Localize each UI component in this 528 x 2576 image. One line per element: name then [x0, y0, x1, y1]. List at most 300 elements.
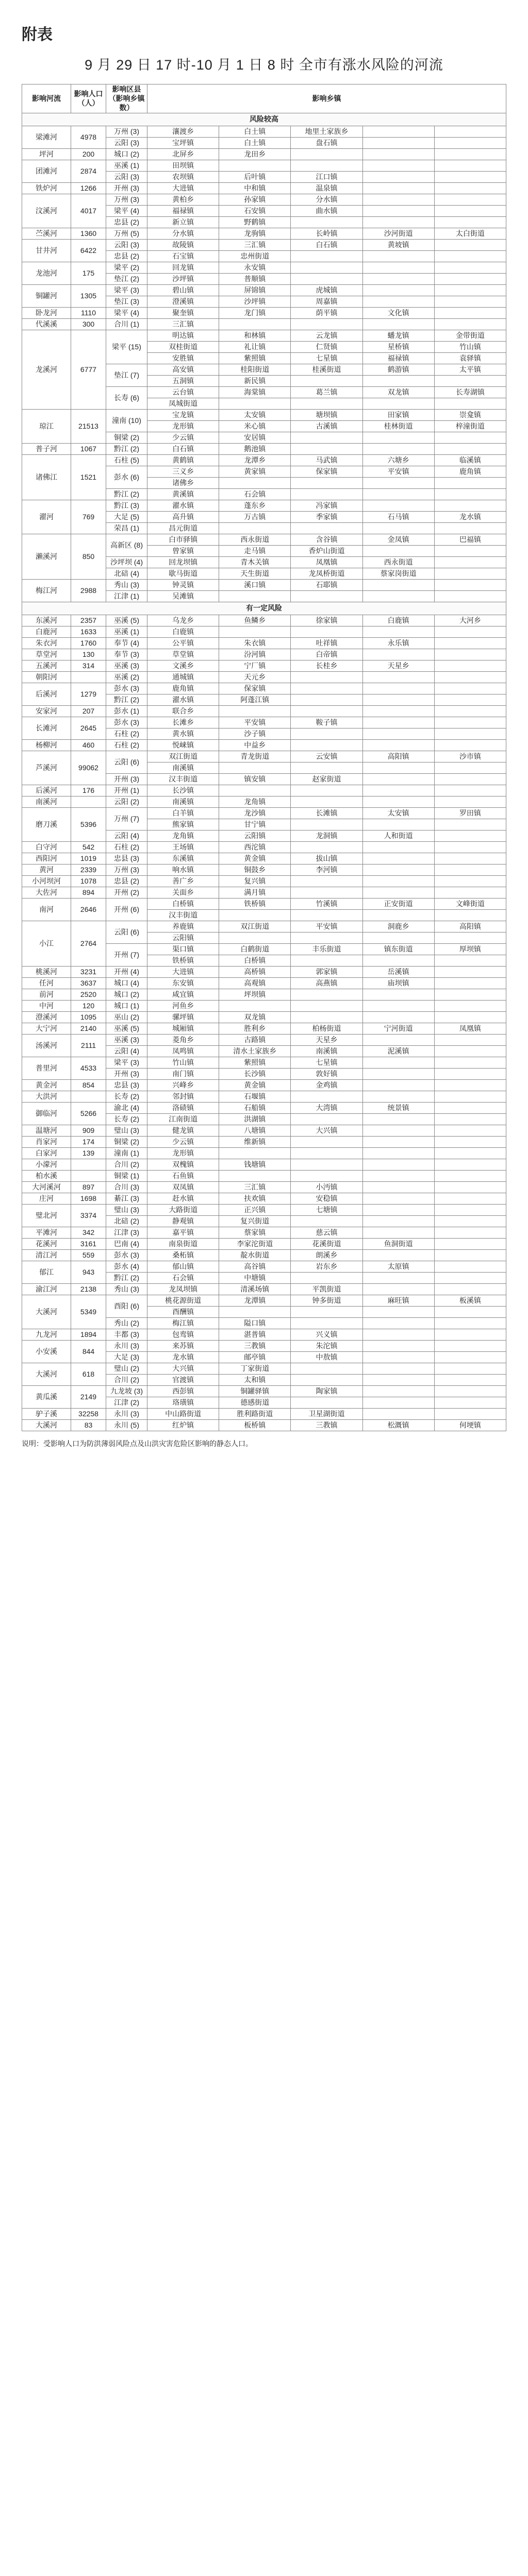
town-cell-empty: [291, 841, 362, 853]
town-cell: 城厢镇: [147, 1023, 219, 1034]
river-name: 朱衣河: [22, 637, 71, 649]
town-cell-empty: [434, 1079, 506, 1091]
river-population: 854: [71, 1079, 106, 1091]
town-cell-empty: [434, 966, 506, 977]
table-row: [22, 1204, 506, 1215]
river-population: 174: [71, 1136, 106, 1147]
district-name: 万州 (3): [106, 194, 147, 205]
town-cell-empty: [219, 626, 291, 637]
town-cell: 白土镇: [219, 126, 291, 137]
town-cell: 咸宜镇: [147, 989, 219, 1000]
town-cell-empty: [291, 1159, 362, 1170]
district-name: 垫江 (7): [106, 364, 147, 386]
town-cell: 双龙镇: [219, 1011, 291, 1023]
town-cell: 濯水镇: [147, 694, 219, 705]
town-cell-empty: [291, 250, 362, 262]
town-cell: 太白街道: [434, 228, 506, 239]
town-cell-empty: [434, 307, 506, 318]
town-cell-empty: [434, 1374, 506, 1385]
town-cell: 敦好镇: [291, 1068, 362, 1079]
table-row: [22, 1034, 506, 1045]
river-name: 磨刀溪: [22, 807, 71, 841]
town-cell: 丁家街道: [219, 1363, 291, 1374]
town-cell-empty: [362, 1034, 434, 1045]
town-cell-empty: [291, 796, 362, 807]
town-cell: 朱沱镇: [291, 1340, 362, 1351]
district-name: 开州 (3): [106, 1068, 147, 1079]
town-cell: 白石镇: [147, 443, 219, 454]
town-cell: 鹤游镇: [362, 364, 434, 375]
town-cell: 钱塘镇: [219, 1159, 291, 1170]
town-cell: 汾河镇: [219, 649, 291, 660]
town-cell: 黄金镇: [219, 853, 291, 864]
river-name: 九龙河: [22, 1329, 71, 1340]
town-cell-empty: [362, 1329, 434, 1340]
town-cell-empty: [434, 443, 506, 454]
district-name: 城口 (2): [106, 148, 147, 160]
town-cell: 龙沙镇: [219, 807, 291, 819]
town-cell: 宝坪镇: [147, 137, 219, 148]
town-cell-empty: [291, 522, 362, 534]
town-cell-empty: [362, 1011, 434, 1023]
district-name: 云阳 (6): [106, 921, 147, 943]
town-cell: 回龙坝镇: [147, 556, 219, 568]
town-cell: 汉丰街道: [147, 773, 219, 785]
town-cell: 黄水镇: [147, 728, 219, 739]
town-cell: 长桂乡: [291, 660, 362, 671]
river-population: 4017: [71, 194, 106, 228]
town-cell: 诸佛乡: [147, 477, 219, 488]
table-row: [22, 1249, 506, 1261]
town-cell: 田坝镇: [147, 160, 219, 171]
town-cell-empty: [362, 626, 434, 637]
town-cell: 黄鹤镇: [147, 454, 219, 466]
table-row: [22, 318, 506, 330]
town-cell-empty: [291, 671, 362, 683]
table-row: [22, 1125, 506, 1136]
town-cell: 分水镇: [291, 194, 362, 205]
table-row: [22, 1227, 506, 1238]
river-population: 3231: [71, 966, 106, 977]
town-cell: 小沔镇: [291, 1181, 362, 1193]
river-name: 后溪河: [22, 683, 71, 705]
town-cell: 凤城街道: [147, 398, 219, 409]
river-population: 1266: [71, 182, 106, 194]
town-cell-empty: [362, 1408, 434, 1419]
town-cell: 桂林街道: [362, 420, 434, 432]
town-cell: 珞璜镇: [147, 1397, 219, 1408]
town-cell-empty: [219, 705, 291, 717]
town-cell-empty: [434, 705, 506, 717]
town-cell-empty: [362, 1283, 434, 1295]
river-population: 83: [71, 1419, 106, 1431]
district-name: 奉节 (3): [106, 649, 147, 660]
town-cell: 太和镇: [219, 1374, 291, 1385]
town-cell: 长沙镇: [147, 785, 219, 796]
town-cell: 中益乡: [219, 739, 291, 751]
table-row: [22, 739, 506, 751]
district-name: 万州 (5): [106, 228, 147, 239]
town-cell-empty: [362, 1272, 434, 1283]
town-cell: 碧山镇: [147, 284, 219, 296]
section-title: 风险较高: [22, 113, 506, 126]
river-name: 郁江: [22, 1261, 71, 1283]
river-population: 21513: [71, 409, 106, 443]
table-row: [22, 307, 506, 318]
table-row: [22, 898, 506, 909]
town-cell: 镇东街道: [362, 943, 434, 955]
town-cell: 高观镇: [219, 977, 291, 989]
town-cell: 梓潼街道: [434, 420, 506, 432]
town-cell: 万古镇: [219, 511, 291, 522]
town-cell-empty: [434, 796, 506, 807]
appendix-label: 附表: [22, 26, 53, 43]
town-cell-empty: [291, 683, 362, 694]
district-name: 开州 (2): [106, 887, 147, 898]
town-cell: 兴峰乡: [147, 1079, 219, 1091]
town-cell: 石宝镇: [147, 250, 219, 262]
town-cell-empty: [362, 1091, 434, 1102]
town-cell: 南溪镇: [147, 796, 219, 807]
town-cell: 扶欢镇: [219, 1193, 291, 1204]
table-row: [22, 841, 506, 853]
town-cell-empty: [362, 1227, 434, 1238]
town-cell-empty: [434, 1227, 506, 1238]
river-name: 朝阳河: [22, 671, 71, 683]
town-cell: 隘口镇: [219, 1317, 291, 1329]
town-cell: 澄溪镇: [147, 296, 219, 307]
town-cell: 竹山镇: [147, 1057, 219, 1068]
town-cell-empty: [434, 1000, 506, 1011]
river-name: 御临河: [22, 1102, 71, 1125]
district-name: 沙坪坝 (4): [106, 556, 147, 568]
town-cell-empty: [362, 853, 434, 864]
town-cell: 三教镇: [219, 1340, 291, 1351]
town-cell-empty: [362, 694, 434, 705]
district-name: 江津 (1): [106, 590, 147, 602]
town-cell-empty: [434, 205, 506, 216]
town-cell-empty: [434, 1159, 506, 1170]
town-cell: 福禄镇: [147, 205, 219, 216]
district-name: 璧山 (3): [106, 1125, 147, 1136]
town-cell-empty: [434, 819, 506, 830]
town-cell: 曾家镇: [147, 545, 219, 556]
town-cell: 菱角乡: [147, 1034, 219, 1045]
river-population: 5396: [71, 807, 106, 841]
town-cell: 石会镇: [147, 1272, 219, 1283]
town-cell: 郁山镇: [147, 1261, 219, 1272]
river-name: 璧北河: [22, 1204, 71, 1227]
town-cell-empty: [434, 1091, 506, 1102]
town-cell: 西永街道: [362, 556, 434, 568]
table-row: [22, 1329, 506, 1340]
town-cell-empty: [434, 1283, 506, 1295]
town-cell-empty: [291, 318, 362, 330]
town-cell: 静观镇: [147, 1215, 219, 1227]
town-cell-empty: [362, 1000, 434, 1011]
district-name: 云阳 (6): [106, 751, 147, 773]
town-cell-empty: [434, 875, 506, 887]
town-cell: 复兴镇: [219, 875, 291, 887]
town-cell: 和林镇: [219, 330, 291, 341]
header-district: 影响区县（影响乡镇数）: [106, 84, 147, 113]
table-row: [22, 579, 506, 590]
town-cell: 酉酬镇: [147, 1306, 219, 1317]
town-cell-empty: [362, 1068, 434, 1079]
town-cell: 汉丰街道: [147, 909, 219, 921]
river-name: 甘井河: [22, 239, 71, 262]
river-population: 5266: [71, 1102, 106, 1125]
town-cell: 南门镇: [147, 1068, 219, 1079]
district-name: 梁平 (3): [106, 1057, 147, 1068]
table-row: [22, 160, 506, 171]
river-name: 汶溪河: [22, 194, 71, 228]
river-name: 五溪河: [22, 660, 71, 671]
town-cell: 泥溪镇: [362, 1045, 434, 1057]
district-name: 黔江 (2): [106, 1272, 147, 1283]
town-cell-empty: [219, 477, 291, 488]
table-row: [22, 126, 506, 137]
district-name: 万州 (7): [106, 807, 147, 830]
town-cell-empty: [434, 1340, 506, 1351]
town-cell: 大兴镇: [147, 1363, 219, 1374]
town-cell: 古路镇: [219, 1034, 291, 1045]
town-cell-empty: [362, 579, 434, 590]
town-cell-empty: [362, 705, 434, 717]
town-cell-empty: [362, 1351, 434, 1363]
town-cell-empty: [434, 432, 506, 443]
town-cell: 罗田镇: [434, 807, 506, 819]
river-population: 2138: [71, 1283, 106, 1295]
town-cell-empty: [219, 398, 291, 409]
town-cell: 石鱼镇: [147, 1170, 219, 1181]
river-population: 314: [71, 660, 106, 671]
town-cell-empty: [434, 296, 506, 307]
table-row: [22, 1238, 506, 1249]
town-cell: 中敖镇: [291, 1351, 362, 1363]
town-cell: 岩东乡: [291, 1261, 362, 1272]
town-cell: 邻封镇: [147, 1091, 219, 1102]
town-cell: 天元乡: [219, 671, 291, 683]
town-cell: 熊家镇: [147, 819, 219, 830]
district-name: 潼南 (10): [106, 409, 147, 432]
town-cell: 袁驿镇: [434, 352, 506, 364]
district-name: 巫溪 (1): [106, 160, 147, 171]
town-cell-empty: [291, 1397, 362, 1408]
town-cell: 后叶镇: [219, 171, 291, 182]
river-name: 大宁河: [22, 1023, 71, 1034]
river-name: 澄溪河: [22, 1011, 71, 1023]
town-cell-empty: [434, 728, 506, 739]
district-name: 大足 (5): [106, 511, 147, 522]
town-cell-empty: [362, 1170, 434, 1181]
town-cell-empty: [434, 841, 506, 853]
town-cell: 南泉街道: [147, 1238, 219, 1249]
town-cell: 三汇镇: [147, 318, 219, 330]
town-cell: 三汇镇: [219, 1181, 291, 1193]
district-name: 荣昌 (1): [106, 522, 147, 534]
table-row: [22, 649, 506, 660]
river-population: 844: [71, 1340, 106, 1363]
district-name: 梁平 (4): [106, 205, 147, 216]
river-name: 琼江: [22, 409, 71, 443]
town-cell-empty: [434, 1068, 506, 1079]
town-cell: 太平镇: [434, 364, 506, 375]
river-risk-table: [22, 84, 506, 1431]
table-row: [22, 683, 506, 694]
town-cell-empty: [434, 318, 506, 330]
town-cell: 凤凰镇: [434, 1023, 506, 1034]
town-cell: 双江街道: [219, 921, 291, 932]
river-population: 342: [71, 1227, 106, 1238]
town-cell: 聚奎镇: [147, 307, 219, 318]
district-name: 酉阳 (6): [106, 1295, 147, 1317]
town-cell-empty: [291, 955, 362, 966]
town-cell-empty: [291, 477, 362, 488]
town-cell: 高阳镇: [362, 751, 434, 762]
town-cell: 来苏镇: [147, 1340, 219, 1351]
table-row: [22, 500, 506, 511]
town-cell: 白土镇: [219, 137, 291, 148]
table-row: [22, 966, 506, 977]
town-cell: 中塘镇: [219, 1272, 291, 1283]
town-cell: 保家镇: [219, 683, 291, 694]
town-cell-empty: [291, 932, 362, 943]
river-population: 207: [71, 705, 106, 717]
town-cell-empty: [362, 875, 434, 887]
river-name: 梅江河: [22, 579, 71, 602]
town-cell: 白帝镇: [291, 649, 362, 660]
town-cell: 白鹤街道: [219, 943, 291, 955]
table-row: [22, 626, 506, 637]
town-cell-empty: [434, 1181, 506, 1193]
table-row: [22, 1408, 506, 1419]
table-row: [22, 1193, 506, 1204]
town-cell-empty: [362, 1363, 434, 1374]
district-name: 九龙坡 (3): [106, 1385, 147, 1397]
town-cell: 中和镇: [219, 182, 291, 194]
town-cell: 虎城镇: [291, 284, 362, 296]
town-cell-empty: [434, 977, 506, 989]
town-cell: 荫平镇: [291, 307, 362, 318]
district-name: 忠县 (2): [106, 216, 147, 228]
town-cell: 江南街道: [147, 1113, 219, 1125]
town-cell-empty: [434, 1215, 506, 1227]
town-cell: 分水镇: [147, 228, 219, 239]
town-cell-empty: [291, 1091, 362, 1102]
district-name: 城口 (2): [106, 989, 147, 1000]
town-cell: 回龙镇: [147, 262, 219, 273]
table-header-row: [22, 84, 506, 113]
town-cell-empty: [362, 1385, 434, 1397]
town-cell-empty: [291, 1000, 362, 1011]
town-cell: 文溪乡: [147, 660, 219, 671]
town-cell: 松溉镇: [362, 1419, 434, 1431]
town-cell: 胜利乡: [219, 1023, 291, 1034]
river-population: 2140: [71, 1023, 106, 1034]
district-name: 合川 (2): [106, 1374, 147, 1385]
town-cell: 满月镇: [219, 887, 291, 898]
town-cell: 云安镇: [291, 751, 362, 762]
town-cell: 竹山镇: [434, 341, 506, 352]
river-population: 1279: [71, 683, 106, 705]
river-population: 139: [71, 1147, 106, 1159]
district-name: 云阳 (4): [106, 830, 147, 841]
town-cell: 白鹿镇: [147, 626, 219, 637]
table-row: [22, 1057, 506, 1068]
district-name: 忠县 (2): [106, 250, 147, 262]
town-cell: 慈云镇: [291, 1227, 362, 1238]
town-cell: 文峰街道: [434, 898, 506, 909]
town-cell: 白桥镇: [219, 955, 291, 966]
river-name: 黄金河: [22, 1079, 71, 1091]
river-name: 前河: [22, 989, 71, 1000]
town-cell: 邮亭镇: [219, 1351, 291, 1363]
town-cell: 白羊镇: [147, 807, 219, 819]
town-cell: 大兴镇: [291, 1125, 362, 1136]
district-name: 永川 (3): [106, 1340, 147, 1351]
table-row: [22, 853, 506, 864]
town-cell-empty: [434, 762, 506, 773]
river-name: 柏水溪: [22, 1170, 71, 1181]
river-population: 2357: [71, 615, 106, 626]
river-name: 黄瓜溪: [22, 1385, 71, 1408]
district-name: 大足 (3): [106, 1351, 147, 1363]
river-name: 小安溪: [22, 1340, 71, 1363]
town-cell: 星桥镇: [362, 341, 434, 352]
town-cell: 平凯街道: [291, 1283, 362, 1295]
district-name: 彭水 (3): [106, 1249, 147, 1261]
town-cell: 丰乐街道: [291, 943, 362, 955]
district-name: 秀山 (2): [106, 1317, 147, 1329]
town-cell: 大进镇: [147, 966, 219, 977]
table-row: [22, 1023, 506, 1034]
town-cell: 黄家镇: [219, 466, 291, 477]
town-cell: 高桥镇: [219, 966, 291, 977]
town-cell: 太安镇: [219, 409, 291, 420]
town-cell-empty: [434, 626, 506, 637]
town-cell-empty: [219, 909, 291, 921]
town-cell: 永安镇: [219, 262, 291, 273]
town-cell: 板溪镇: [434, 1295, 506, 1306]
town-cell-empty: [434, 1113, 506, 1125]
river-population: 2645: [71, 717, 106, 739]
district-name: 彭水 (4): [106, 1261, 147, 1272]
town-cell: 少云镇: [147, 1136, 219, 1147]
town-cell: 大河乡: [434, 615, 506, 626]
town-cell-empty: [362, 1374, 434, 1385]
town-cell-empty: [291, 694, 362, 705]
town-cell: 金凤镇: [362, 534, 434, 545]
town-cell-empty: [219, 1147, 291, 1159]
town-cell: 柏杨街道: [291, 1023, 362, 1034]
town-cell-empty: [291, 398, 362, 409]
river-population: 943: [71, 1261, 106, 1283]
town-cell-empty: [434, 830, 506, 841]
town-cell-empty: [291, 262, 362, 273]
town-cell-empty: [434, 148, 506, 160]
town-cell: 蟠龙镇: [362, 330, 434, 341]
district-name: 巫溪 (5): [106, 615, 147, 626]
town-cell: 北屏乡: [147, 148, 219, 160]
town-cell: 江口镇: [291, 171, 362, 182]
river-name: 肖家河: [22, 1136, 71, 1147]
town-cell-empty: [362, 262, 434, 273]
river-population: 1698: [71, 1193, 106, 1204]
town-cell-empty: [434, 717, 506, 728]
river-name: 大溪河: [22, 1363, 71, 1385]
town-cell-empty: [291, 887, 362, 898]
